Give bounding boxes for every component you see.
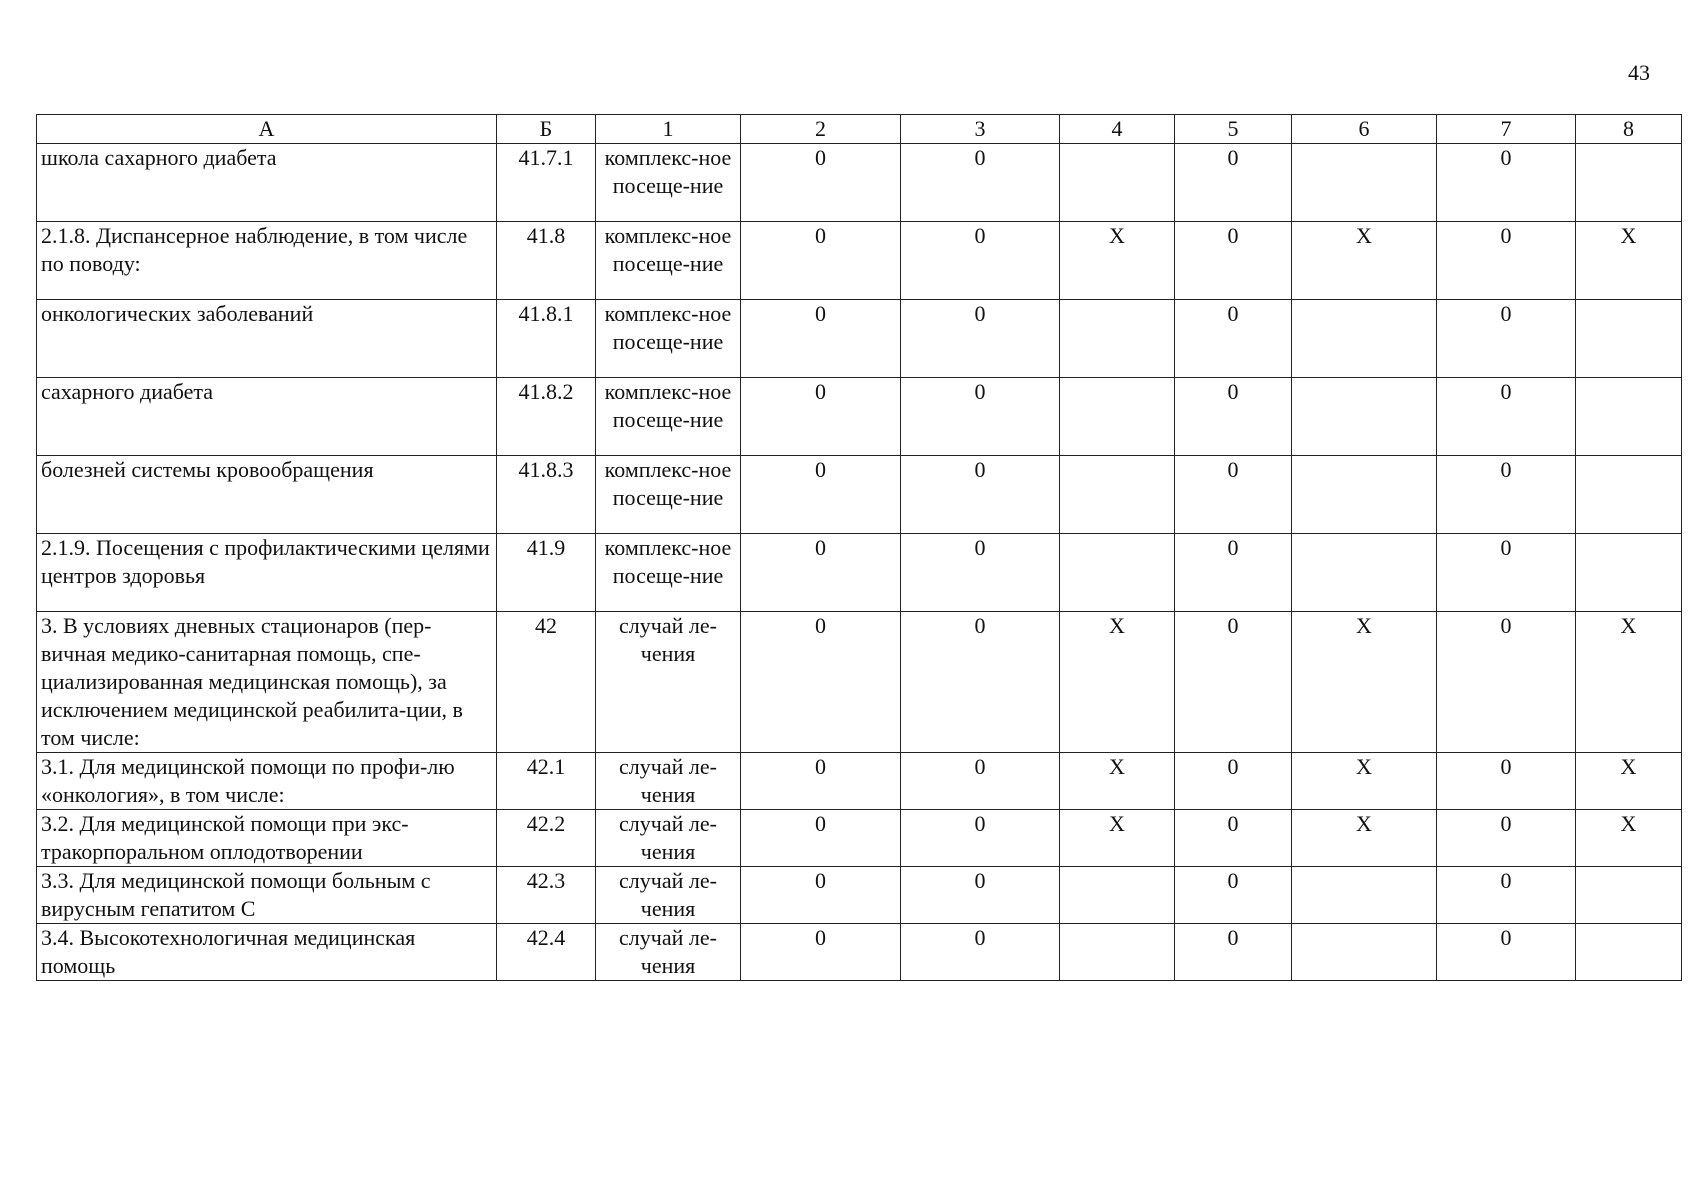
col-2-cell: 0 xyxy=(741,867,901,924)
col-6-cell: X xyxy=(1292,222,1437,300)
col-3-cell: 0 xyxy=(901,924,1060,981)
row-code-cell: 41.7.1 xyxy=(497,144,596,222)
col-3-cell: 0 xyxy=(901,867,1060,924)
row-unit-cell: комплекс-ное посеще-ние xyxy=(596,378,741,456)
row-unit-cell: комплекс-ное посеще-ние xyxy=(596,222,741,300)
col-8-cell: X xyxy=(1576,222,1682,300)
row-name-cell: 3.2. Для медицинской помощи при экс-тракорпоральном оплодотворении xyxy=(37,810,497,867)
row-code-cell: 41.8 xyxy=(497,222,596,300)
col-6-cell xyxy=(1292,867,1437,924)
col-7-cell: 0 xyxy=(1437,924,1576,981)
col-7-cell: 0 xyxy=(1437,534,1576,612)
data-table xyxy=(36,114,1682,981)
col-5-cell: 0 xyxy=(1175,924,1292,981)
col-8-cell xyxy=(1576,378,1682,456)
col-8-cell xyxy=(1576,534,1682,612)
row-unit-cell: случай ле-чения xyxy=(596,612,741,753)
col-6-cell xyxy=(1292,144,1437,222)
table-row xyxy=(37,867,1682,924)
col-4-cell xyxy=(1060,534,1175,612)
row-name-cell: 3.3. Для медицинской помощи больным с вирусным гепатитом С xyxy=(37,867,497,924)
col-8-cell xyxy=(1576,456,1682,534)
table-row xyxy=(37,924,1682,981)
table-row xyxy=(37,378,1682,456)
col-7-cell: 0 xyxy=(1437,810,1576,867)
col-4-cell xyxy=(1060,300,1175,378)
row-unit-cell: случай ле-чения xyxy=(596,924,741,981)
col-2-cell: 0 xyxy=(741,456,901,534)
col-3-cell: 0 xyxy=(901,810,1060,867)
row-name-cell: болезней системы кровообращения xyxy=(37,456,497,534)
col-5-cell: 0 xyxy=(1175,867,1292,924)
col-7-cell: 0 xyxy=(1437,144,1576,222)
col-4-cell xyxy=(1060,144,1175,222)
col-8-cell: X xyxy=(1576,810,1682,867)
row-code-cell: 42.2 xyxy=(497,810,596,867)
col-3-cell: 0 xyxy=(901,753,1060,810)
table-row xyxy=(37,222,1682,300)
col-2-cell: 0 xyxy=(741,378,901,456)
col-5-cell: 0 xyxy=(1175,456,1292,534)
page-number: 43 xyxy=(1628,60,1650,85)
row-name-cell: 3.4. Высокотехнологичная медицинская помощь xyxy=(37,924,497,981)
col-4-cell: X xyxy=(1060,810,1175,867)
header-cell: 5 xyxy=(1175,115,1292,144)
row-name-cell: 3. В условиях дневных стационаров (пер-вичная медико-санитарная помощь, спе-циализированная медицинская помощь), за исключением медицинской реабилита-ции, в том числе: xyxy=(37,612,497,753)
row-name-cell: школа сахарного диабета xyxy=(37,144,497,222)
row-code-cell: 41.8.3 xyxy=(497,456,596,534)
col-2-cell: 0 xyxy=(741,810,901,867)
header-cell: Б xyxy=(497,115,596,144)
col-4-cell xyxy=(1060,867,1175,924)
header-cell: 6 xyxy=(1292,115,1437,144)
row-code-cell: 42.1 xyxy=(497,753,596,810)
col-5-cell: 0 xyxy=(1175,300,1292,378)
header-cell: 4 xyxy=(1060,115,1175,144)
col-4-cell xyxy=(1060,378,1175,456)
col-2-cell: 0 xyxy=(741,144,901,222)
col-6-cell: X xyxy=(1292,753,1437,810)
row-code-cell: 41.8.1 xyxy=(497,300,596,378)
col-8-cell xyxy=(1576,924,1682,981)
col-5-cell: 0 xyxy=(1175,378,1292,456)
header-cell: 2 xyxy=(741,115,901,144)
col-3-cell: 0 xyxy=(901,300,1060,378)
row-unit-cell: случай ле-чения xyxy=(596,867,741,924)
col-8-cell: X xyxy=(1576,753,1682,810)
table-row xyxy=(37,534,1682,612)
col-6-cell xyxy=(1292,300,1437,378)
row-code-cell: 41.9 xyxy=(497,534,596,612)
col-8-cell xyxy=(1576,144,1682,222)
col-7-cell: 0 xyxy=(1437,612,1576,753)
col-6-cell xyxy=(1292,456,1437,534)
col-2-cell: 0 xyxy=(741,753,901,810)
col-5-cell: 0 xyxy=(1175,753,1292,810)
col-6-cell: X xyxy=(1292,810,1437,867)
header-row xyxy=(37,115,1682,144)
col-2-cell: 0 xyxy=(741,924,901,981)
col-6-cell xyxy=(1292,534,1437,612)
col-8-cell: X xyxy=(1576,612,1682,753)
table-row xyxy=(37,612,1682,753)
col-5-cell: 0 xyxy=(1175,810,1292,867)
table-row xyxy=(37,144,1682,222)
col-5-cell: 0 xyxy=(1175,222,1292,300)
col-7-cell: 0 xyxy=(1437,378,1576,456)
row-unit-cell: случай ле-чения xyxy=(596,810,741,867)
col-4-cell: X xyxy=(1060,612,1175,753)
col-3-cell: 0 xyxy=(901,222,1060,300)
col-3-cell: 0 xyxy=(901,378,1060,456)
table-row xyxy=(37,810,1682,867)
header-cell: 8 xyxy=(1576,115,1682,144)
col-8-cell xyxy=(1576,300,1682,378)
col-2-cell: 0 xyxy=(741,534,901,612)
header-cell: А xyxy=(37,115,497,144)
col-7-cell: 0 xyxy=(1437,867,1576,924)
row-code-cell: 41.8.2 xyxy=(497,378,596,456)
row-name-cell: 2.1.8. Диспансерное наблюдение, в том числе по поводу: xyxy=(37,222,497,300)
row-name-cell: онкологических заболеваний xyxy=(37,300,497,378)
col-7-cell: 0 xyxy=(1437,222,1576,300)
col-2-cell: 0 xyxy=(741,300,901,378)
col-6-cell xyxy=(1292,378,1437,456)
col-5-cell: 0 xyxy=(1175,534,1292,612)
row-name-cell: 3.1. Для медицинской помощи по профи-лю «онкология», в том числе: xyxy=(37,753,497,810)
col-3-cell: 0 xyxy=(901,456,1060,534)
header-cell: 1 xyxy=(596,115,741,144)
col-4-cell xyxy=(1060,456,1175,534)
col-3-cell: 0 xyxy=(901,534,1060,612)
row-name-cell: сахарного диабета xyxy=(37,378,497,456)
col-4-cell xyxy=(1060,924,1175,981)
col-3-cell: 0 xyxy=(901,612,1060,753)
col-2-cell: 0 xyxy=(741,222,901,300)
col-2-cell: 0 xyxy=(741,612,901,753)
col-5-cell: 0 xyxy=(1175,612,1292,753)
row-unit-cell: комплекс-ное посеще-ние xyxy=(596,534,741,612)
col-7-cell: 0 xyxy=(1437,753,1576,810)
row-name-cell: 2.1.9. Посещения с профилактическими целями центров здоровья xyxy=(37,534,497,612)
row-code-cell: 42.4 xyxy=(497,924,596,981)
row-code-cell: 42.3 xyxy=(497,867,596,924)
col-6-cell: X xyxy=(1292,612,1437,753)
row-unit-cell: случай ле-чения xyxy=(596,753,741,810)
table-row xyxy=(37,300,1682,378)
col-8-cell xyxy=(1576,867,1682,924)
col-5-cell: 0 xyxy=(1175,144,1292,222)
col-4-cell: X xyxy=(1060,222,1175,300)
table-row xyxy=(37,753,1682,810)
header-cell: 7 xyxy=(1437,115,1576,144)
col-3-cell: 0 xyxy=(901,144,1060,222)
header-cell: 3 xyxy=(901,115,1060,144)
row-code-cell: 42 xyxy=(497,612,596,753)
row-unit-cell: комплекс-ное посеще-ние xyxy=(596,300,741,378)
col-7-cell: 0 xyxy=(1437,456,1576,534)
col-7-cell: 0 xyxy=(1437,300,1576,378)
col-4-cell: X xyxy=(1060,753,1175,810)
table-row xyxy=(37,456,1682,534)
row-unit-cell: комплекс-ное посеще-ние xyxy=(596,456,741,534)
col-6-cell xyxy=(1292,924,1437,981)
row-unit-cell: комплекс-ное посеще-ние xyxy=(596,144,741,222)
